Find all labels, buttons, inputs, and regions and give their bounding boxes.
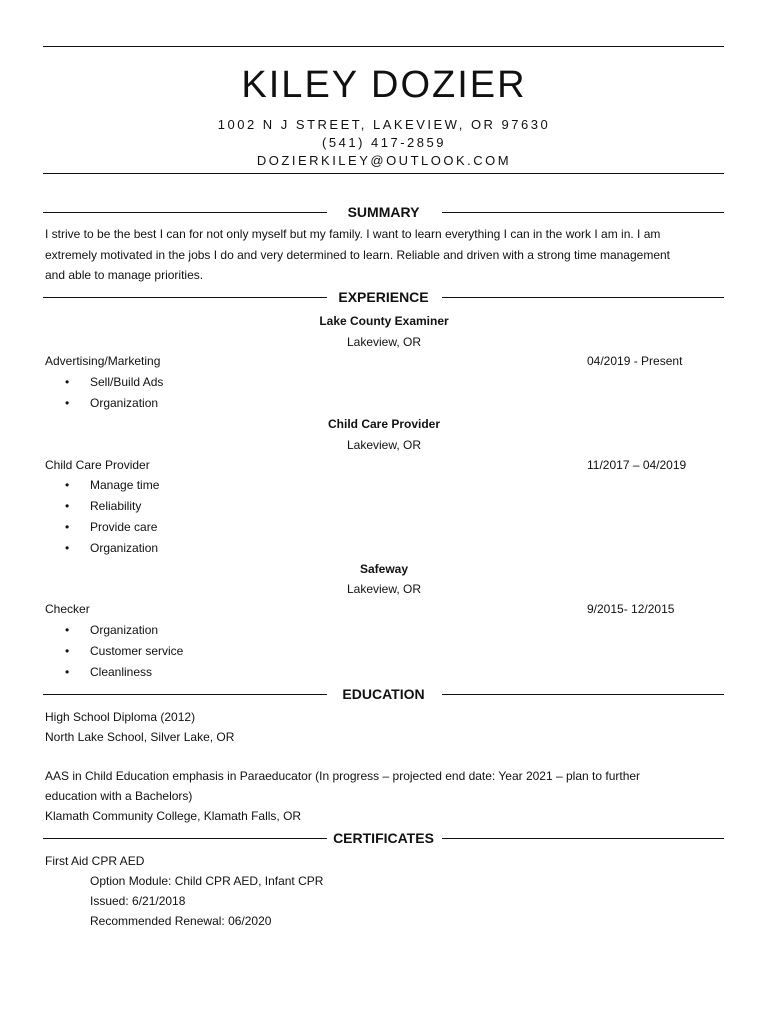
job-dates: 9/2015- 12/2015 (587, 602, 675, 616)
experience-title: EXPERIENCE (338, 289, 429, 305)
job-role: Child Care Provider (45, 458, 150, 472)
certificate-detail: Issued: 6/21/2018 (90, 894, 186, 908)
education-school: North Lake School, Silver Lake, OR (45, 730, 235, 744)
experience-heading (43, 287, 724, 307)
education-degree: High School Diploma (2012) (45, 710, 196, 724)
email: DOZIERKILEY@OUTLOOK.COM (256, 153, 512, 168)
job-bullet: Reliability (90, 499, 142, 513)
bullet-dot: • (65, 478, 70, 492)
job-bullet: Manage time (90, 478, 160, 492)
certificate-name: First Aid CPR AED (45, 854, 145, 868)
education-degree: AAS in Child Education emphasis in Paraeducator (In progress – projected end date: Year 2021 – plan to further (45, 769, 641, 783)
summary-line: I strive to be the best I can for not only myself but my family. I want to learn everything I can in the work I am in. I am (45, 227, 661, 241)
bullet-dot: • (65, 396, 70, 410)
heading-rule-right (442, 297, 724, 298)
employer-location: Lakeview, OR (346, 335, 422, 349)
employer-location: Lakeview, OR (346, 582, 422, 596)
top-divider (43, 46, 724, 47)
employer-location: Lakeview, OR (346, 438, 422, 452)
job-bullet: Provide care (90, 520, 158, 534)
summary-title: SUMMARY (347, 204, 420, 220)
job-bullet: Organization (90, 396, 159, 410)
job-bullet: Sell/Build Ads (90, 375, 164, 389)
bullet-dot: • (65, 499, 70, 513)
heading-rule-right (442, 212, 724, 213)
education-school: Klamath Community College, Klamath Falls, OR (45, 809, 302, 823)
heading-rule-right (442, 694, 724, 695)
certificates-heading (43, 828, 724, 848)
bullet-dot: • (65, 665, 70, 679)
certificate-detail: Option Module: Child CPR AED, Infant CPR (90, 874, 324, 888)
summary-line: and able to manage priorities. (45, 268, 204, 282)
bullet-dot: • (65, 520, 70, 534)
job-dates: 11/2017 – 04/2019 (587, 458, 687, 472)
phone: (541) 417-2859 (322, 135, 446, 150)
job-role: Checker (45, 602, 90, 616)
job-bullet: Customer service (90, 644, 184, 658)
job-dates: 04/2019 - Present (587, 354, 683, 368)
certificate-detail: Recommended Renewal: 06/2020 (90, 914, 272, 928)
education-heading (43, 684, 724, 704)
bullet-dot: • (65, 541, 70, 555)
employer-name: Safeway (359, 562, 409, 576)
education-title: EDUCATION (342, 686, 425, 702)
candidate-name: KILEY DOZIER (241, 64, 527, 106)
job-role: Advertising/Marketing (45, 354, 161, 368)
header-divider (43, 173, 724, 174)
job-bullet: Organization (90, 623, 159, 637)
employer-name: Lake County Examiner (319, 314, 449, 328)
education-degree-continued: education with a Bachelors) (45, 789, 193, 803)
summary-heading (43, 202, 724, 222)
heading-rule-right (442, 838, 724, 839)
summary-line: extremely motivated in the jobs I do and very determined to learn. Reliable and driven with a strong time management (45, 247, 670, 262)
bullet-dot: • (65, 623, 70, 637)
job-bullet: Cleanliness (90, 665, 153, 679)
summary-text (45, 224, 725, 286)
employer-name: Child Care Provider (327, 417, 441, 431)
job-bullet: Organization (90, 541, 159, 555)
address: 1002 N J STREET, LAKEVIEW, OR 97630 (217, 117, 551, 132)
certificates-title: CERTIFICATES (333, 830, 434, 846)
bullet-dot: • (65, 375, 70, 389)
bullet-dot: • (65, 644, 70, 658)
